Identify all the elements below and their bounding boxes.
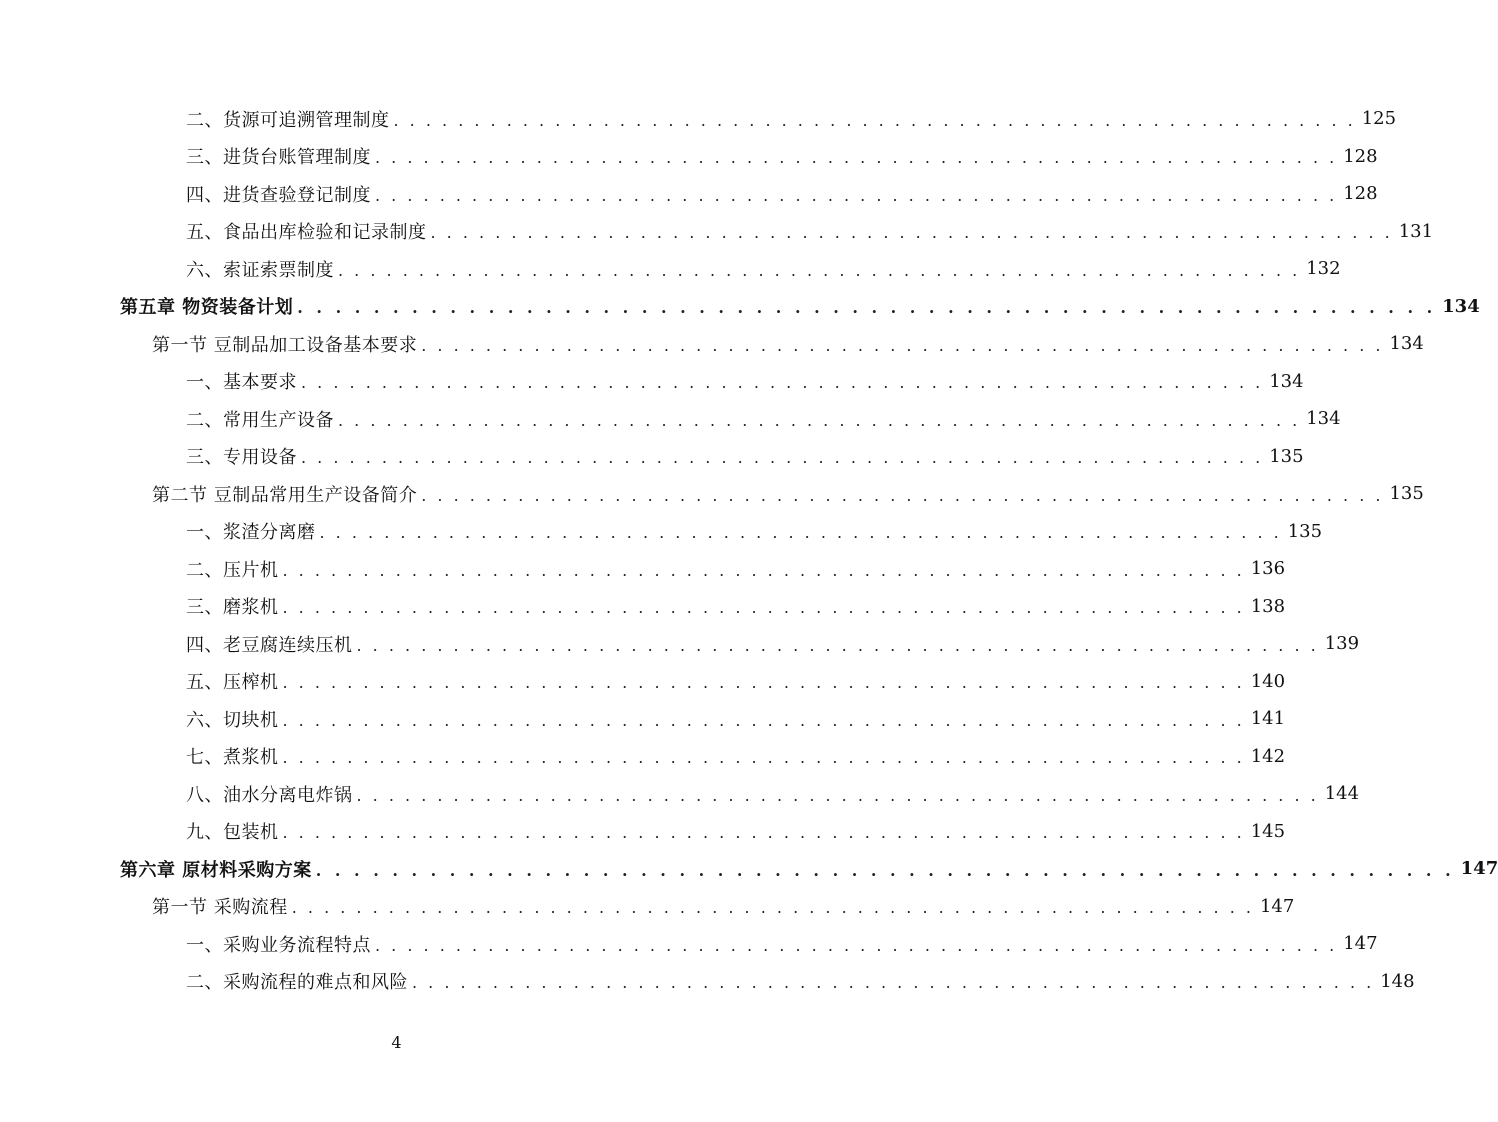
toc-entry-label: 六、切块机 <box>186 709 279 731</box>
toc-entry-page: 132 <box>1306 258 1341 279</box>
toc-entry-page: 135 <box>1389 483 1424 504</box>
toc-entry-page: 134 <box>1442 295 1480 317</box>
toc-entry-page: 128 <box>1343 183 1378 204</box>
toc-leader-dots: . . . . . . . . . . . . . . . . . . . . . . . . . . . . . . . . . . . . . . . . . . . . . . . . . . . . . . . . . . . . <box>338 260 1301 280</box>
toc-entry-label: 二、常用生产设备 <box>186 409 334 431</box>
toc-entry-item[interactable] <box>186 813 1286 850</box>
toc-leader-dots: . . . . . . . . . . . . . . . . . . . . . . . . . . . . . . . . . . . . . . . . . . . . . . . . . . . . . . . . . . . . <box>315 860 1455 880</box>
toc-leader-dots: . . . . . . . . . . . . . . . . . . . . . . . . . . . . . . . . . . . . . . . . . . . . . . . . . . . . . . . . . . . . <box>421 485 1384 505</box>
toc-leader-dots: . . . . . . . . . . . . . . . . . . . . . . . . . . . . . . . . . . . . . . . . . . . . . . . . . . . . . . . . . . . . <box>282 560 1245 580</box>
toc-entry-label: 第一节 豆制品加工设备基本要求 <box>152 334 418 356</box>
toc-entry-page: 131 <box>1398 220 1434 242</box>
toc-leader-dots: . . . . . . . . . . . . . . . . . . . . . . . . . . . . . . . . . . . . . . . . . . . . . . . . . . . . . . . . . . . . <box>297 298 1437 317</box>
toc-leader-dots: . . . . . . . . . . . . . . . . . . . . . . . . . . . . . . . . . . . . . . . . . . . . . . . . . . . . . . . . . . . . <box>375 185 1338 205</box>
toc-entry-page: 125 <box>1361 108 1397 129</box>
toc-leader-dots: . . . . . . . . . . . . . . . . . . . . . . . . . . . . . . . . . . . . . . . . . . . . . . . . . . . . . . . . . . . . <box>282 748 1245 767</box>
toc-leader-dots: . . . . . . . . . . . . . . . . . . . . . . . . . . . . . . . . . . . . . . . . . . . . . . . . . . . . . . . . . . . . <box>375 935 1338 955</box>
toc-entry-label: 第六章 原材料采购方案 <box>120 859 312 881</box>
toc-leader-dots: . . . . . . . . . . . . . . . . . . . . . . . . . . . . . . . . . . . . . . . . . . . . . . . . . . . . . . . . . . . . <box>282 598 1245 617</box>
toc-entry-item[interactable] <box>186 400 1341 437</box>
toc-leader-dots: . . . . . . . . . . . . . . . . . . . . . . . . . . . . . . . . . . . . . . . . . . . . . . . . . . . . . . . . . . . . <box>319 523 1282 542</box>
toc-leader-dots: . . . . . . . . . . . . . . . . . . . . . . . . . . . . . . . . . . . . . . . . . . . . . . . . . . . . . . . . . . . . <box>291 898 1254 917</box>
toc-entry-item[interactable] <box>186 250 1341 287</box>
toc-entry-label: 三、专用设备 <box>186 447 297 468</box>
toc-entry-label: 五、食品出库检验和记录制度 <box>186 222 427 243</box>
toc-entry-label: 一、采购业务流程特点 <box>186 934 371 956</box>
toc-entry-page: 142 <box>1250 745 1286 767</box>
toc-entry-label: 一、浆渣分离磨 <box>186 522 316 543</box>
toc-leader-dots: . . . . . . . . . . . . . . . . . . . . . . . . . . . . . . . . . . . . . . . . . . . . . . . . . . . . . . . . . . . . <box>412 973 1375 992</box>
toc-leader-dots: . . . . . . . . . . . . . . . . . . . . . . . . . . . . . . . . . . . . . . . . . . . . . . . . . . . . . . . . . . . . <box>356 635 1319 655</box>
toc-entry-item[interactable] <box>186 213 1434 250</box>
toc-entry-page: 139 <box>1324 633 1360 654</box>
toc-leader-dots: . . . . . . . . . . . . . . . . . . . . . . . . . . . . . . . . . . . . . . . . . . . . . . . . . . . . . . . . . . . . <box>393 110 1356 130</box>
toc-entry-item[interactable] <box>186 700 1286 737</box>
toc-entry-page: 138 <box>1250 595 1286 617</box>
toc-entry-item[interactable] <box>186 625 1360 662</box>
toc-entry-page: 135 <box>1287 520 1323 542</box>
toc-entry-page: 148 <box>1380 970 1415 992</box>
toc-entry-item[interactable] <box>186 775 1360 812</box>
toc-entry-page: 145 <box>1250 820 1286 842</box>
toc-leader-dots: . . . . . . . . . . . . . . . . . . . . . . . . . . . . . . . . . . . . . . . . . . . . . . . . . . . . . . . . . . . . <box>282 673 1245 692</box>
toc-entry-label: 六、索证索票制度 <box>186 259 334 281</box>
toc-entry-section[interactable] <box>152 325 1424 362</box>
toc-entry-page: 141 <box>1250 708 1286 729</box>
toc-leader-dots: . . . . . . . . . . . . . . . . . . . . . . . . . . . . . . . . . . . . . . . . . . . . . . . . . . . . . . . . . . . . <box>430 223 1393 242</box>
toc-entry-label: 五、压榨机 <box>186 672 279 693</box>
toc-entry-page: 140 <box>1250 670 1286 692</box>
toc-entry-page: 128 <box>1343 145 1378 167</box>
toc-entry-label: 第五章 物资装备计划 <box>120 297 294 318</box>
toc-entry-chapter[interactable] <box>120 288 1480 325</box>
toc-entry-item[interactable] <box>186 438 1304 475</box>
toc-leader-dots: . . . . . . . . . . . . . . . . . . . . . . . . . . . . . . . . . . . . . . . . . . . . . . . . . . . . . . . . . . . . <box>282 710 1245 730</box>
toc-entry-label: 第一节 采购流程 <box>152 897 288 918</box>
toc-entry-page: 147 <box>1343 933 1378 954</box>
toc-entry-section[interactable] <box>152 475 1424 512</box>
toc-entry-item[interactable] <box>186 925 1378 962</box>
toc-entry-item[interactable] <box>186 663 1286 700</box>
toc-entry-page: 147 <box>1460 858 1498 879</box>
toc-entry-item[interactable] <box>186 550 1286 587</box>
toc-leader-dots: . . . . . . . . . . . . . . . . . . . . . . . . . . . . . . . . . . . . . . . . . . . . . . . . . . . . . . . . . . . . <box>375 148 1338 167</box>
toc-leader-dots: . . . . . . . . . . . . . . . . . . . . . . . . . . . . . . . . . . . . . . . . . . . . . . . . . . . . . . . . . . . . <box>282 823 1245 842</box>
toc-entry-page: 144 <box>1324 783 1360 804</box>
toc-entry-item[interactable] <box>186 363 1304 400</box>
toc-entry-item[interactable] <box>186 513 1323 550</box>
toc-entry-item[interactable] <box>186 738 1286 775</box>
toc-entry-label: 八、油水分离电炸锅 <box>186 784 353 806</box>
toc-entry-page: 136 <box>1250 558 1286 579</box>
toc-entry-label: 二、采购流程的难点和风险 <box>186 972 408 993</box>
toc-leader-dots: . . . . . . . . . . . . . . . . . . . . . . . . . . . . . . . . . . . . . . . . . . . . . . . . . . . . . . . . . . . . <box>356 785 1319 805</box>
toc-entry-page: 147 <box>1259 895 1295 917</box>
toc-leader-dots: . . . . . . . . . . . . . . . . . . . . . . . . . . . . . . . . . . . . . . . . . . . . . . . . . . . . . . . . . . . . <box>421 335 1384 355</box>
toc-entry-page: 134 <box>1269 370 1304 392</box>
toc-entry-item[interactable] <box>186 175 1378 212</box>
toc-entry-label: 四、老豆腐连续压机 <box>186 634 353 656</box>
toc-entry-item[interactable] <box>186 138 1378 175</box>
toc-leader-dots: . . . . . . . . . . . . . . . . . . . . . . . . . . . . . . . . . . . . . . . . . . . . . . . . . . . . . . . . . . . . <box>338 410 1301 430</box>
toc-entry-page: 134 <box>1389 333 1424 354</box>
toc-entry-item[interactable] <box>186 963 1415 1000</box>
toc-entry-item[interactable] <box>186 100 1397 137</box>
page-number: 4 <box>391 1033 402 1052</box>
toc-entry-section[interactable] <box>152 888 1295 925</box>
toc-entry-chapter[interactable] <box>120 850 1498 887</box>
toc-entry-page: 135 <box>1269 445 1304 467</box>
toc-entry-item[interactable] <box>186 588 1286 625</box>
toc-entry-label: 第二节 豆制品常用生产设备简介 <box>152 484 418 506</box>
toc-entry-page: 134 <box>1306 408 1341 429</box>
toc-leader-dots: . . . . . . . . . . . . . . . . . . . . . . . . . . . . . . . . . . . . . . . . . . . . . . . . . . . . . . . . . . . . <box>301 373 1264 392</box>
toc-entry-label: 七、煮浆机 <box>186 747 279 768</box>
toc-entry-label: 四、进货查验登记制度 <box>186 184 371 206</box>
toc-entry-label: 二、货源可追溯管理制度 <box>186 109 390 131</box>
toc-entry-label: 二、压片机 <box>186 559 279 581</box>
toc-entry-label: 三、进货台账管理制度 <box>186 147 371 168</box>
toc-leader-dots: . . . . . . . . . . . . . . . . . . . . . . . . . . . . . . . . . . . . . . . . . . . . . . . . . . . . . . . . . . . . <box>301 448 1264 467</box>
toc-entry-label: 九、包装机 <box>186 822 279 843</box>
toc-entry-label: 一、基本要求 <box>186 372 297 393</box>
toc-entry-label: 三、磨浆机 <box>186 597 279 618</box>
